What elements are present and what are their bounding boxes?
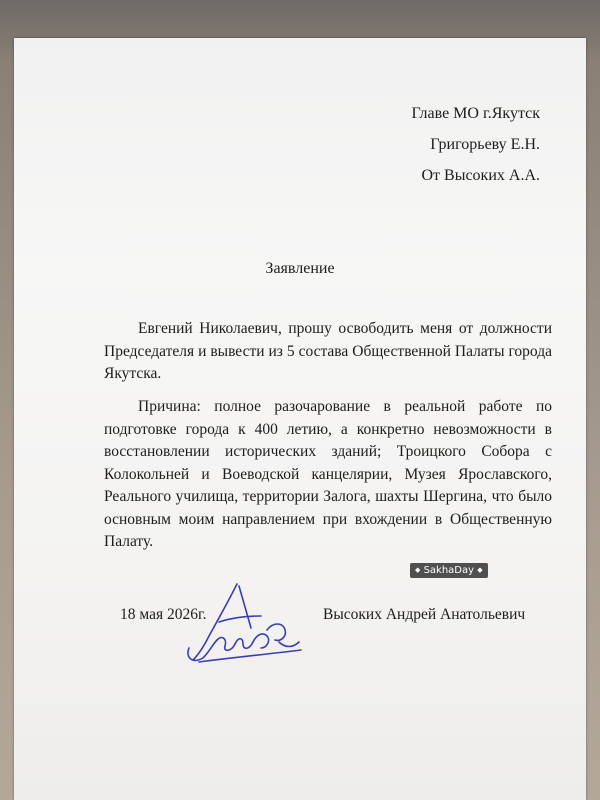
diamond-icon: ◆ [415, 566, 421, 574]
document-date: 18 мая 2026г. [120, 606, 207, 623]
sakhaday-watermark [410, 563, 488, 578]
addressee-line-1: Главе МО г.Якутск [411, 105, 540, 122]
paragraph-request [104, 318, 552, 386]
addressee-line-2: Григорьеву Е.Н. [430, 136, 540, 153]
diamond-icon: ◆ [477, 566, 483, 574]
addressee-line-3: От Высоких А.А. [421, 167, 540, 184]
addressee-block [411, 98, 540, 191]
document-paper [14, 38, 586, 800]
author-name: Высоких Андрей Анатольевич [323, 606, 526, 623]
handwritten-signature [179, 578, 304, 670]
paragraph-request-text: Евгений Николаевич, прошу освободить меня от должности Председателя и вывести из 5 состава Общественной Палаты города Якутска. [104, 320, 552, 382]
document-title: Заявление [265, 260, 335, 277]
paragraph-reason-text: Причина: полное разочарование в реальной работе по подготовке города к 400 летию, а конкретно невозможности в восстановлении исторических зданий; Троицкого Собора с Колокольней и Воеводской канцелярии, Музея Ярославского, Реального училища, территории Залога, шахты Шергина, что было основным моим направлением при вхождении в Общественную Палату. [104, 398, 552, 550]
watermark-text: SakhaDay [423, 565, 475, 576]
paragraph-reason [104, 396, 552, 554]
